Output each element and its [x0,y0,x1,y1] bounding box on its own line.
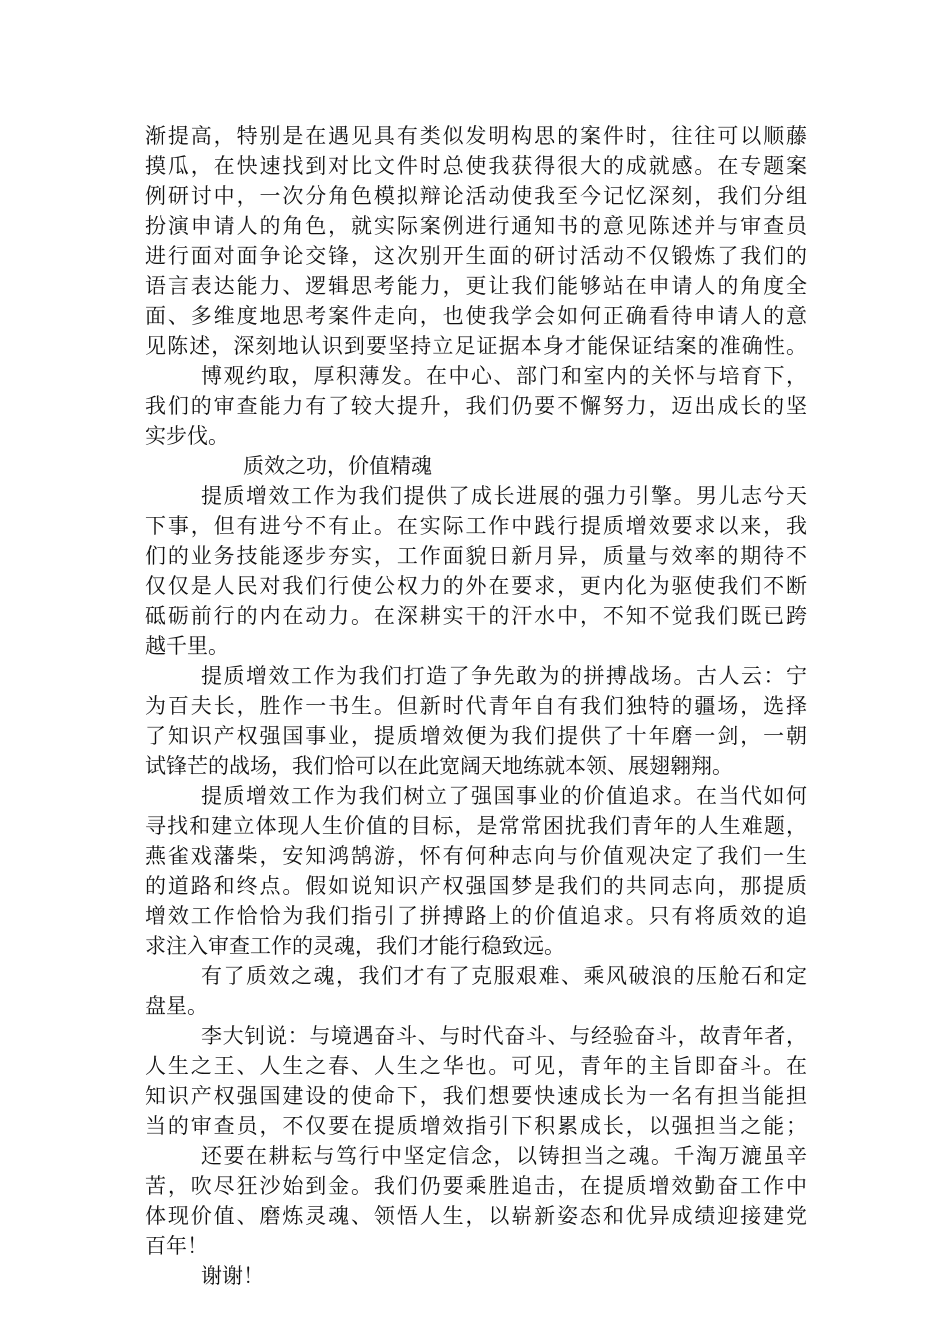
paragraph-last-line: 实步伐。 [145,424,229,448]
section-heading: 质效之功，价值精魂 [243,454,432,478]
body-line: 进行面对面争论交锋，这次别开生面的研讨活动不仅锻炼了我们的 [145,244,807,268]
paragraph-last-line: 越千里。 [145,634,229,658]
body-line: 下事，但有进兮不有止。在实际工作中践行提质增效要求以来，我 [145,514,807,538]
paragraph-first-line: 博观约取，厚积薄发。在中心、部门和室内的关怀与培育下， [201,364,807,388]
body-line: 们的业务技能逐步夯实，工作面貌日新月异，质量与效率的期待不 [145,544,807,568]
paragraph-last-line: 试锋芒的战场，我们恰可以在此宽阔天地练就本领、展翅翱翔。 [145,754,733,778]
closing-line: 谢谢！ [201,1264,264,1288]
body-line: 见陈述，深刻地认识到要坚持立足证据本身才能保证结案的准确性。 [145,334,807,358]
body-line: 苦，吹尽狂沙始到金。我们仍要乘胜追击，在提质增效勤奋工作中 [145,1174,807,1198]
body-line: 我们的审查能力有了较大提升，我们仍要不懈努力，迈出成长的坚 [145,394,807,418]
paragraph-first-line: 有了质效之魂，我们才有了克服艰难、乘风破浪的压舱石和定 [201,964,807,988]
paragraph-last-line: 盘星。 [145,994,208,1018]
body-line: 增效工作恰恰为我们指引了拼搏路上的价值追求。只有将质效的追 [145,904,807,928]
paragraph-first-line: 提质增效工作为我们打造了争先敢为的拼搏战场。古人云：宁 [201,664,807,688]
body-line: 了知识产权强国事业，提质增效便为我们提供了十年磨一剑，一朝 [145,724,807,748]
paragraph-last-line: 百年！ [145,1234,208,1258]
body-line: 体现价值、磨炼灵魂、领悟人生，以崭新姿态和优异成绩迎接建党 [145,1204,807,1228]
body-line: 为百夫长，胜作一书生。但新时代青年自有我们独特的疆场，选择 [145,694,807,718]
body-line: 的道路和终点。假如说知识产权强国梦是我们的共同志向，那提质 [145,874,807,898]
body-line: 人生之王、人生之春、人生之华也。可见，青年的主旨即奋斗。在 [145,1054,807,1078]
body-line: 渐提高，特别是在遇见具有类似发明构思的案件时，往往可以顺藤 [145,124,807,148]
body-line: 仅仅是人民对我们行使公权力的外在要求，更内化为驱使我们不断 [145,574,807,598]
body-line: 语言表达能力、逻辑思考能力，更让我们能够站在申请人的角度全 [145,274,807,298]
body-line: 面、多维度地思考案件走向，也使我学会如何正确看待申请人的意 [145,304,807,328]
document-body [145,121,807,1291]
paragraph-first-line: 还要在耕耘与笃行中坚定信念，以铸担当之魂。千淘万漉虽辛 [201,1144,807,1168]
body-line: 当的审查员，不仅要在提质增效指引下积累成长，以强担当之能； [145,1114,807,1138]
paragraph-last-line: 求注入审查工作的灵魂，我们才能行稳致远。 [145,934,565,958]
paragraph-first-line: 提质增效工作为我们树立了强国事业的价值追求。在当代如何 [201,784,807,808]
body-line: 燕雀戏藩柴，安知鸿鹄游，怀有何种志向与价值观决定了我们一生 [145,844,807,868]
body-line: 砥砺前行的内在动力。在深耕实干的汗水中，不知不觉我们既已跨 [145,604,807,628]
body-line: 例研讨中，一次分角色模拟辩论活动使我至今记忆深刻，我们分组 [145,184,807,208]
body-line: 摸瓜，在快速找到对比文件时总使我获得很大的成就感。在专题案 [145,154,807,178]
body-line: 寻找和建立体现人生价值的目标，是常常困扰我们青年的人生难题， [145,814,807,838]
body-line: 扮演申请人的角色，就实际案例进行通知书的意见陈述并与审查员 [145,214,807,238]
body-line: 知识产权强国建设的使命下，我们想要快速成长为一名有担当能担 [145,1084,807,1108]
paragraph-first-line: 李大钊说：与境遇奋斗、与时代奋斗、与经验奋斗，故青年者， [201,1024,807,1048]
paragraph-first-line: 提质增效工作为我们提供了成长进展的强力引擎。男儿志兮天 [201,484,807,508]
